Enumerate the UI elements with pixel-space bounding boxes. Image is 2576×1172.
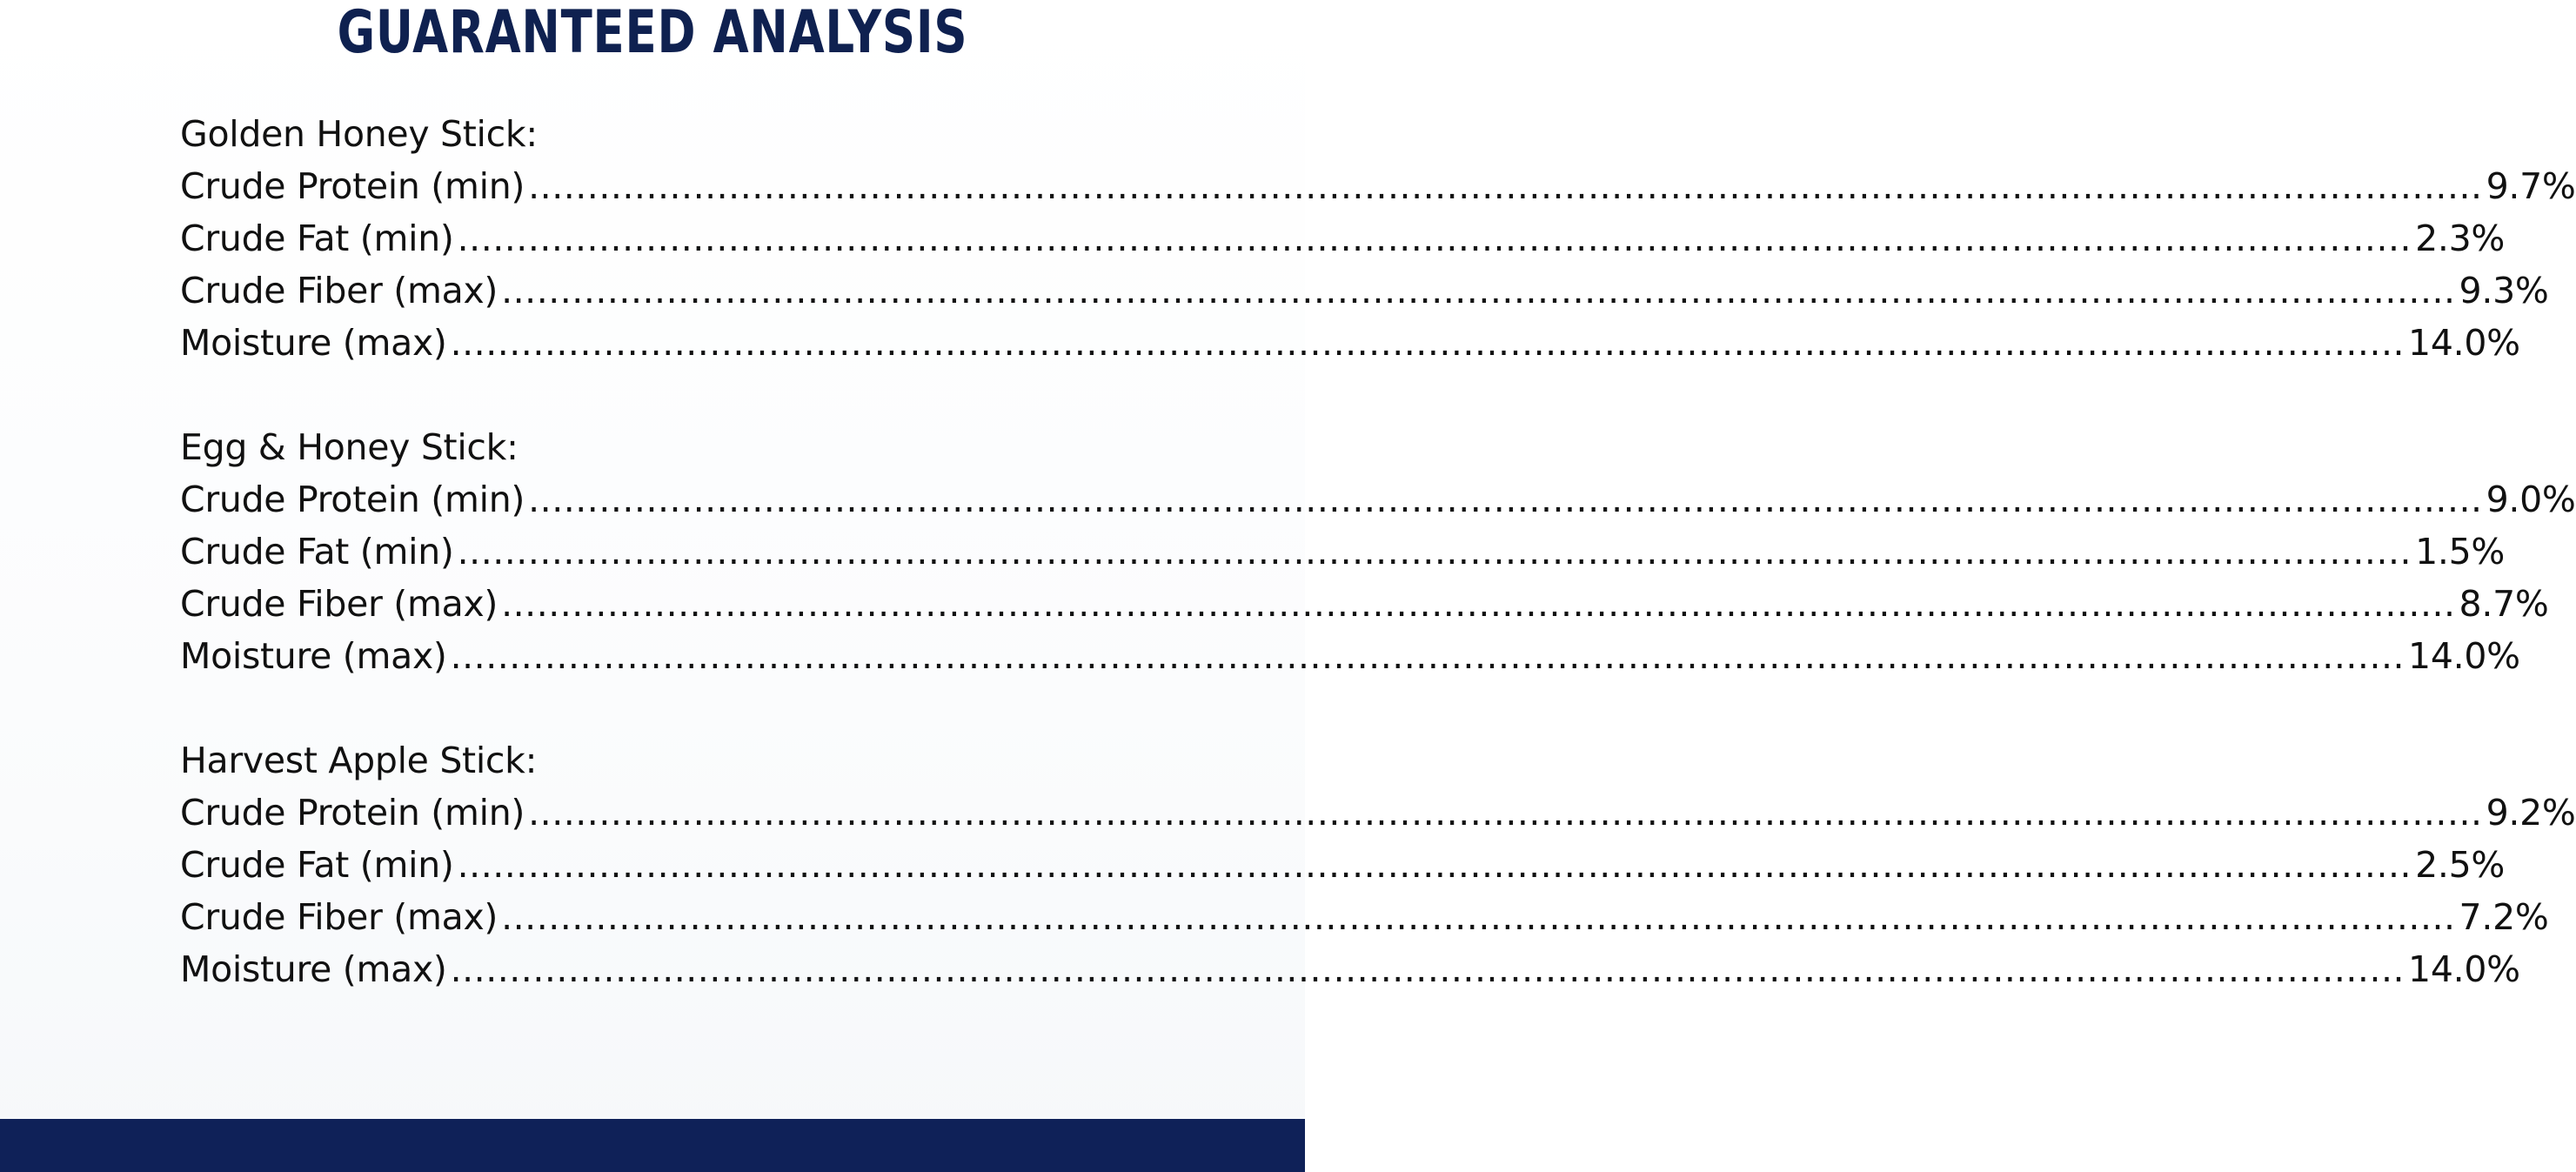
dot-leader: ......................................................................................................................................................................	[450, 635, 2405, 677]
dot-leader: ......................................................................................................................................................................	[457, 531, 2412, 573]
dot-leader: ......................................................................................................................................................................	[501, 270, 2456, 311]
dot-leader: ......................................................................................................................................................................	[528, 479, 2483, 520]
row-label: Moisture (max)	[180, 948, 447, 990]
analysis-row	[180, 473, 2576, 526]
row-label: Crude Fiber (max)	[180, 583, 498, 625]
dot-leader: ......................................................................................................................................................................	[457, 218, 2412, 259]
section-egg-honey-stick	[180, 421, 2576, 682]
analysis-row	[180, 891, 2549, 943]
row-label: Crude Fat (min)	[180, 218, 454, 259]
dot-leader: ......................................................................................................................................................................	[450, 948, 2405, 990]
row-value: 14.0%	[2408, 948, 2520, 990]
row-label: Moisture (max)	[180, 635, 447, 677]
row-value: 2.3%	[2415, 218, 2506, 259]
analysis-row	[180, 265, 2549, 317]
dot-leader: ......................................................................................................................................................................	[457, 844, 2412, 886]
dot-leader: ......................................................................................................................................................................	[450, 322, 2405, 364]
row-value: 14.0%	[2408, 322, 2520, 364]
row-value: 2.5%	[2415, 844, 2506, 886]
dot-leader: ......................................................................................................................................................................	[528, 792, 2483, 834]
row-label: Crude Protein (min)	[180, 479, 525, 520]
analysis-row	[180, 160, 2576, 212]
row-label: Crude Fat (min)	[180, 531, 454, 573]
analysis-row	[180, 212, 2506, 265]
analysis-row	[180, 787, 2576, 839]
dot-leader: ......................................................................................................................................................................	[501, 583, 2456, 625]
dot-leader: ......................................................................................................................................................................	[528, 165, 2483, 207]
row-value: 7.2%	[2459, 896, 2549, 938]
section-golden-honey-stick	[180, 108, 2576, 369]
row-label: Crude Fiber (max)	[180, 270, 498, 311]
dot-leader: ......................................................................................................................................................................	[501, 896, 2456, 938]
section-heading: Harvest Apple Stick:	[180, 740, 538, 781]
row-label: Crude Fat (min)	[180, 844, 454, 886]
row-label: Moisture (max)	[180, 322, 447, 364]
row-label: Crude Protein (min)	[180, 792, 525, 834]
analysis-row	[180, 578, 2549, 630]
analysis-row	[180, 526, 2506, 578]
row-label: Crude Fiber (max)	[180, 896, 498, 938]
row-label: Crude Protein (min)	[180, 165, 525, 207]
footer-bar	[0, 1119, 1305, 1172]
analysis-row	[180, 317, 2520, 369]
row-value: 9.0%	[2486, 479, 2576, 520]
analysis-row	[180, 630, 2520, 682]
section-harvest-apple-stick	[180, 734, 2576, 995]
row-value: 9.3%	[2459, 270, 2549, 311]
page-title: GUARANTEED ANALYSIS	[337, 0, 968, 67]
section-heading: Golden Honey Stick:	[180, 113, 538, 155]
analysis-row	[180, 839, 2506, 891]
analysis-row	[180, 943, 2520, 995]
row-value: 9.7%	[2486, 165, 2576, 207]
row-value: 14.0%	[2408, 635, 2520, 677]
section-heading: Egg & Honey Stick:	[180, 426, 519, 468]
row-value: 1.5%	[2415, 531, 2506, 573]
row-value: 8.7%	[2459, 583, 2549, 625]
row-value: 9.2%	[2486, 792, 2576, 834]
